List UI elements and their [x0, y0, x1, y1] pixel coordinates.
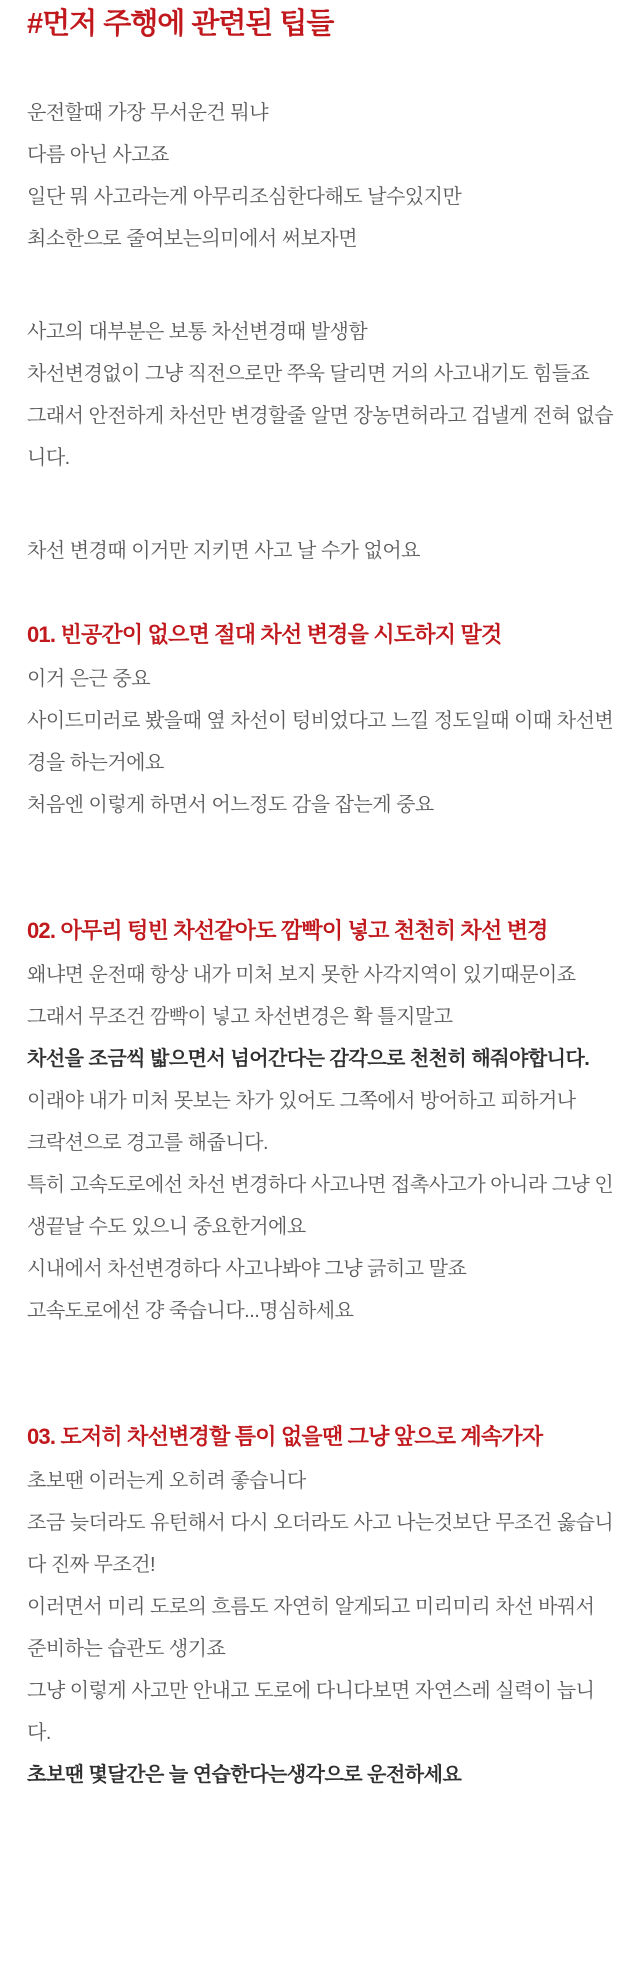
- tip-section-02: [27, 916, 615, 1332]
- text-line: 시내에서 차선변경하다 사고나봐야 그냥 긁히고 말죠: [27, 1258, 467, 1281]
- section-heading: 02. 아무리 텅빈 차선같아도 깜빡이 넣고 천천히 차선 변경: [27, 918, 548, 944]
- emphasized-text-line: 초보땐 몇달간은 늘 연습한다는생각으로 운전하세요: [27, 1764, 462, 1787]
- intro-paragraph: [27, 530, 615, 572]
- text-line: 처음엔 이렇게 하면서 어느정도 감을 잡는게 중요: [27, 794, 434, 817]
- text-line: 그래서 무조건 깜빡이 넣고 차선변경은 확 틀지말고: [27, 1006, 453, 1029]
- text-line: 차선 변경때 이거만 지키면 사고 날 수가 없어요: [27, 540, 420, 563]
- intro-paragraph: [27, 311, 615, 479]
- text-line: 이거 은근 중요: [27, 668, 151, 691]
- sections: [27, 620, 615, 1796]
- text-line: 사이드미러로 봤을때 옆 차선이 텅비었다고 느낄 정도일때 이때 차선변경을 하는거에요: [27, 710, 614, 775]
- text-line: 운전할때 가장 무서운건 뭐냐: [27, 102, 269, 125]
- text-line: 특히 고속도로에선 차선 변경하다 사고나면 접촉사고가 아니라 그냥 인생끝날 수도 있으니 중요한거에요: [27, 1174, 614, 1239]
- text-line: 이래야 내가 미처 못보는 차가 있어도 그쪽에서 방어하고 피하거나: [27, 1090, 576, 1113]
- text-line: 고속도로에선 걍 죽습니다...명심하세요: [27, 1300, 354, 1323]
- text-line: 차선변경없이 그냥 직전으로만 쭈욱 달리면 거의 사고내기도 힘들죠: [27, 363, 590, 386]
- section-heading: 03. 도저히 차선변경할 틈이 없을땐 그냥 앞으로 계속가자: [27, 1424, 543, 1450]
- intro: [27, 92, 615, 572]
- text-line: 일단 뭐 사고라는게 아무리조심한다해도 날수있지만: [27, 186, 462, 209]
- text-line: 그냥 이렇게 사고만 안내고 도로에 다니다보면 자연스레 실력이 늡니다.: [27, 1680, 595, 1745]
- text-line: 최소한으로 줄여보는의미에서 써보자면: [27, 228, 358, 251]
- text-line: 사고의 대부분은 보통 차선변경때 발생함: [27, 321, 368, 344]
- text-line: 초보땐 이러는게 오히려 좋습니다: [27, 1470, 306, 1493]
- text-line: 이러면서 미리 도로의 흐름도 자연히 알게되고 미리미리 차선 바꿔서 준비하는 습관도 생기죠: [27, 1596, 595, 1661]
- section-heading: 01. 빈공간이 없으면 절대 차선 변경을 시도하지 말것: [27, 622, 502, 648]
- text-line: 그래서 안전하게 차선만 변경할줄 알면 장농면허라고 겁낼게 전혀 없습니다.: [27, 405, 614, 470]
- text-line: 크락션으로 경고를 해줍니다.: [27, 1132, 269, 1155]
- text-line: 왜냐면 운전때 항상 내가 미처 보지 못한 사각지역이 있기때문이죠: [27, 964, 576, 987]
- text-line: 조금 늦더라도 유턴해서 다시 오더라도 사고 나는것보단 무조건 옳습니다 진짜 무조건!: [27, 1512, 614, 1577]
- tip-section-01: [27, 620, 615, 826]
- intro-paragraph: [27, 92, 615, 260]
- tip-section-03: [27, 1422, 615, 1796]
- text-line: 다름 아닌 사고죠: [27, 144, 169, 167]
- emphasized-text-line: 차선을 조금씩 밟으면서 넘어간다는 감각으로 천천히 해줘야합니다.: [27, 1048, 590, 1071]
- page-title: #먼저 주행에 관련된 팁들: [27, 8, 334, 40]
